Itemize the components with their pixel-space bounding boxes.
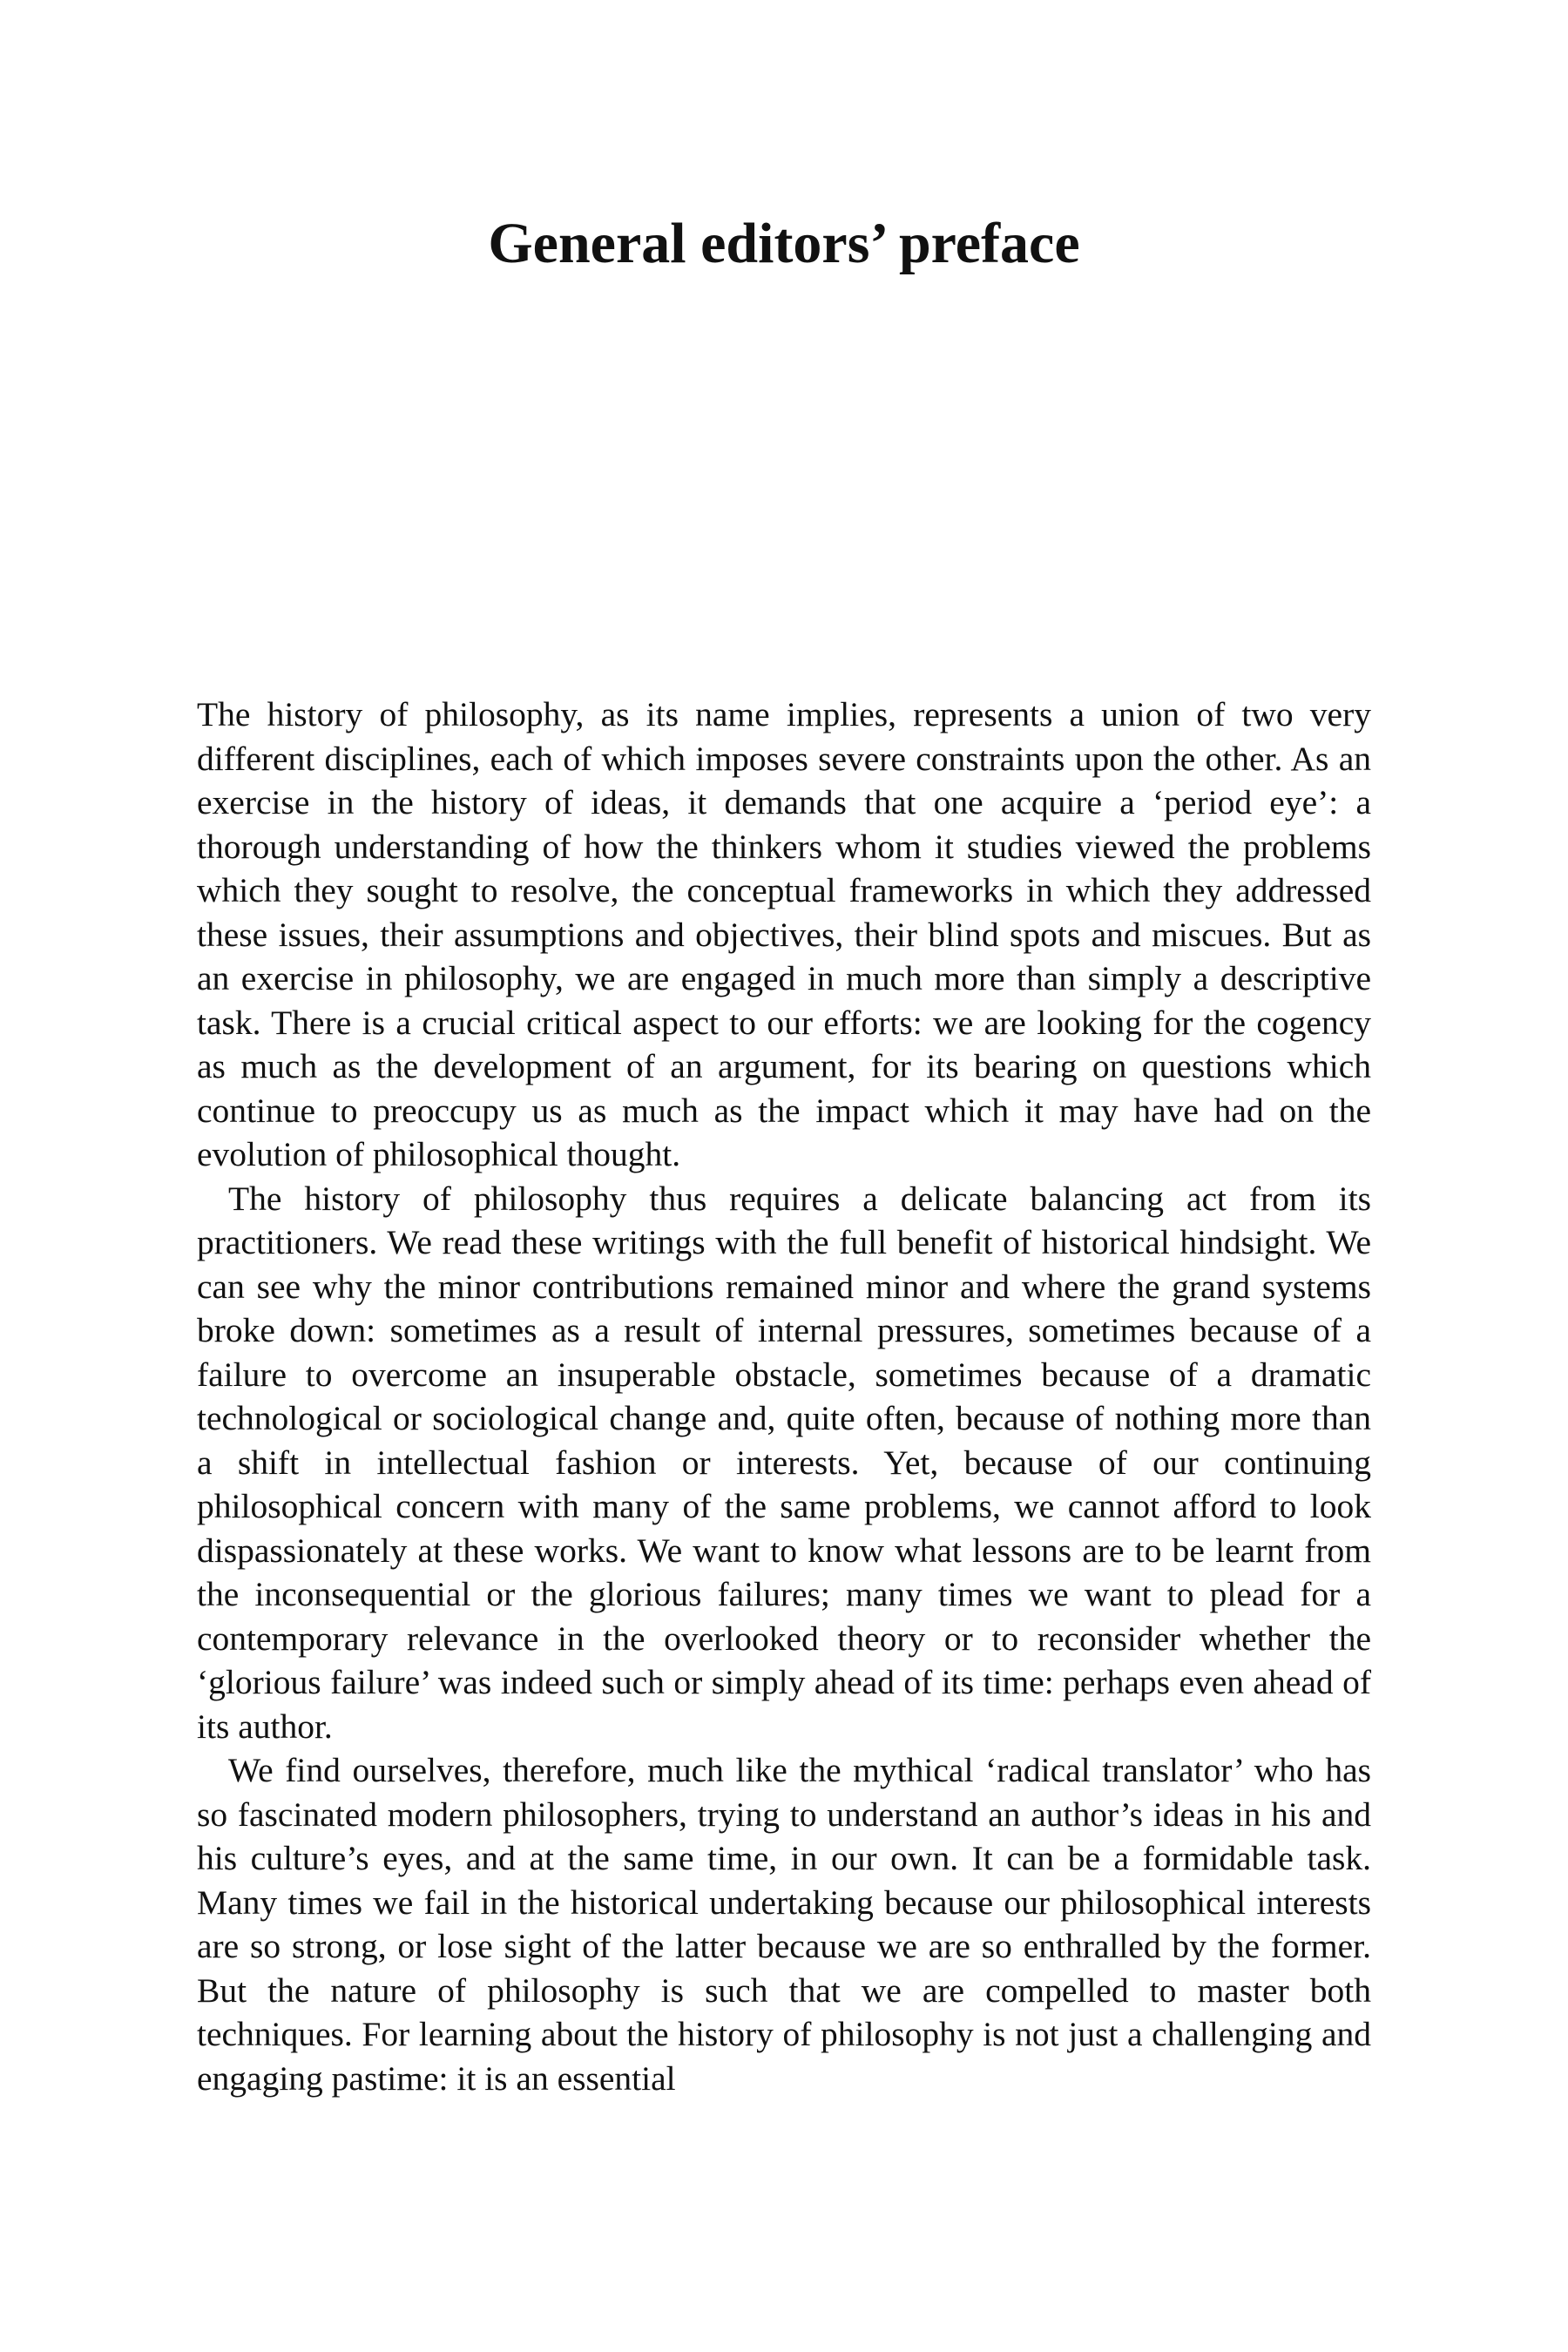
page-title: General editors’ preface — [488, 212, 1080, 275]
paragraph-3: We find ourselves, therefore, much like the mythical ‘radical translator’ who has so fascinated modern philosophers, trying to understand an author’s ideas in his and his culture’s eyes, and at the same time, in our own. It can be a formidable task. Many times we fail in the historical undertaking because our philosophical interests are so strong, or lose sight of the latter because we are so enthralled by the former. But the nature of philosophy is such that we are compelled to master both techniques. For learning about the history of philosophy is not just a challenging and engaging pastime: it is an essential — [197, 1751, 1371, 2098]
body-text — [197, 693, 1371, 2100]
paragraph-2: The history of philosophy thus requires a delicate balancing act from its practitioners. We read these writings with the full benefit of historical hindsight. We can see why the minor contributions remained minor and where the grand systems broke down: sometimes as a result of internal pressures, sometimes because of a failure to overcome an insuperable obstacle, sometimes because of a dramatic technological or sociological change and, quite often, because of nothing more than a shift in intellectual fashion or interests. Yet, because of our continuing philosophical concern with many of the same problems, we cannot afford to look dispassionately at these works. We want to know what lessons are to be learnt from the inconsequential or the glorious failures; many times we want to plead for a contemporary relevance in the overlooked theory or to reconsider whether the ‘glorious failure’ was indeed such or simply ahead of its time: perhaps even ahead of its author. — [197, 1179, 1371, 1746]
paragraph-1: The history of philosophy, as its name implies, represents a union of two very different disciplines, each of which imposes severe constraints upon the other. As an exercise in the history of ideas, it demands that one acquire a ‘period eye’: a thorough understanding of how the thinkers whom it studies viewed the problems which they sought to resolve, the conceptual frameworks in which they addressed these issues, their assumptions and objectives, their blind spots and miscues. But as an exercise in philosophy, we are engaged in much more than simply a descriptive task. There is a crucial critical aspect to our efforts: we are looking for the cogency as much as the development of an argument, for its bearing on questions which continue to preoccupy us as much as the impact which it may have had on the evolution of philosophical thought. — [197, 695, 1371, 1173]
